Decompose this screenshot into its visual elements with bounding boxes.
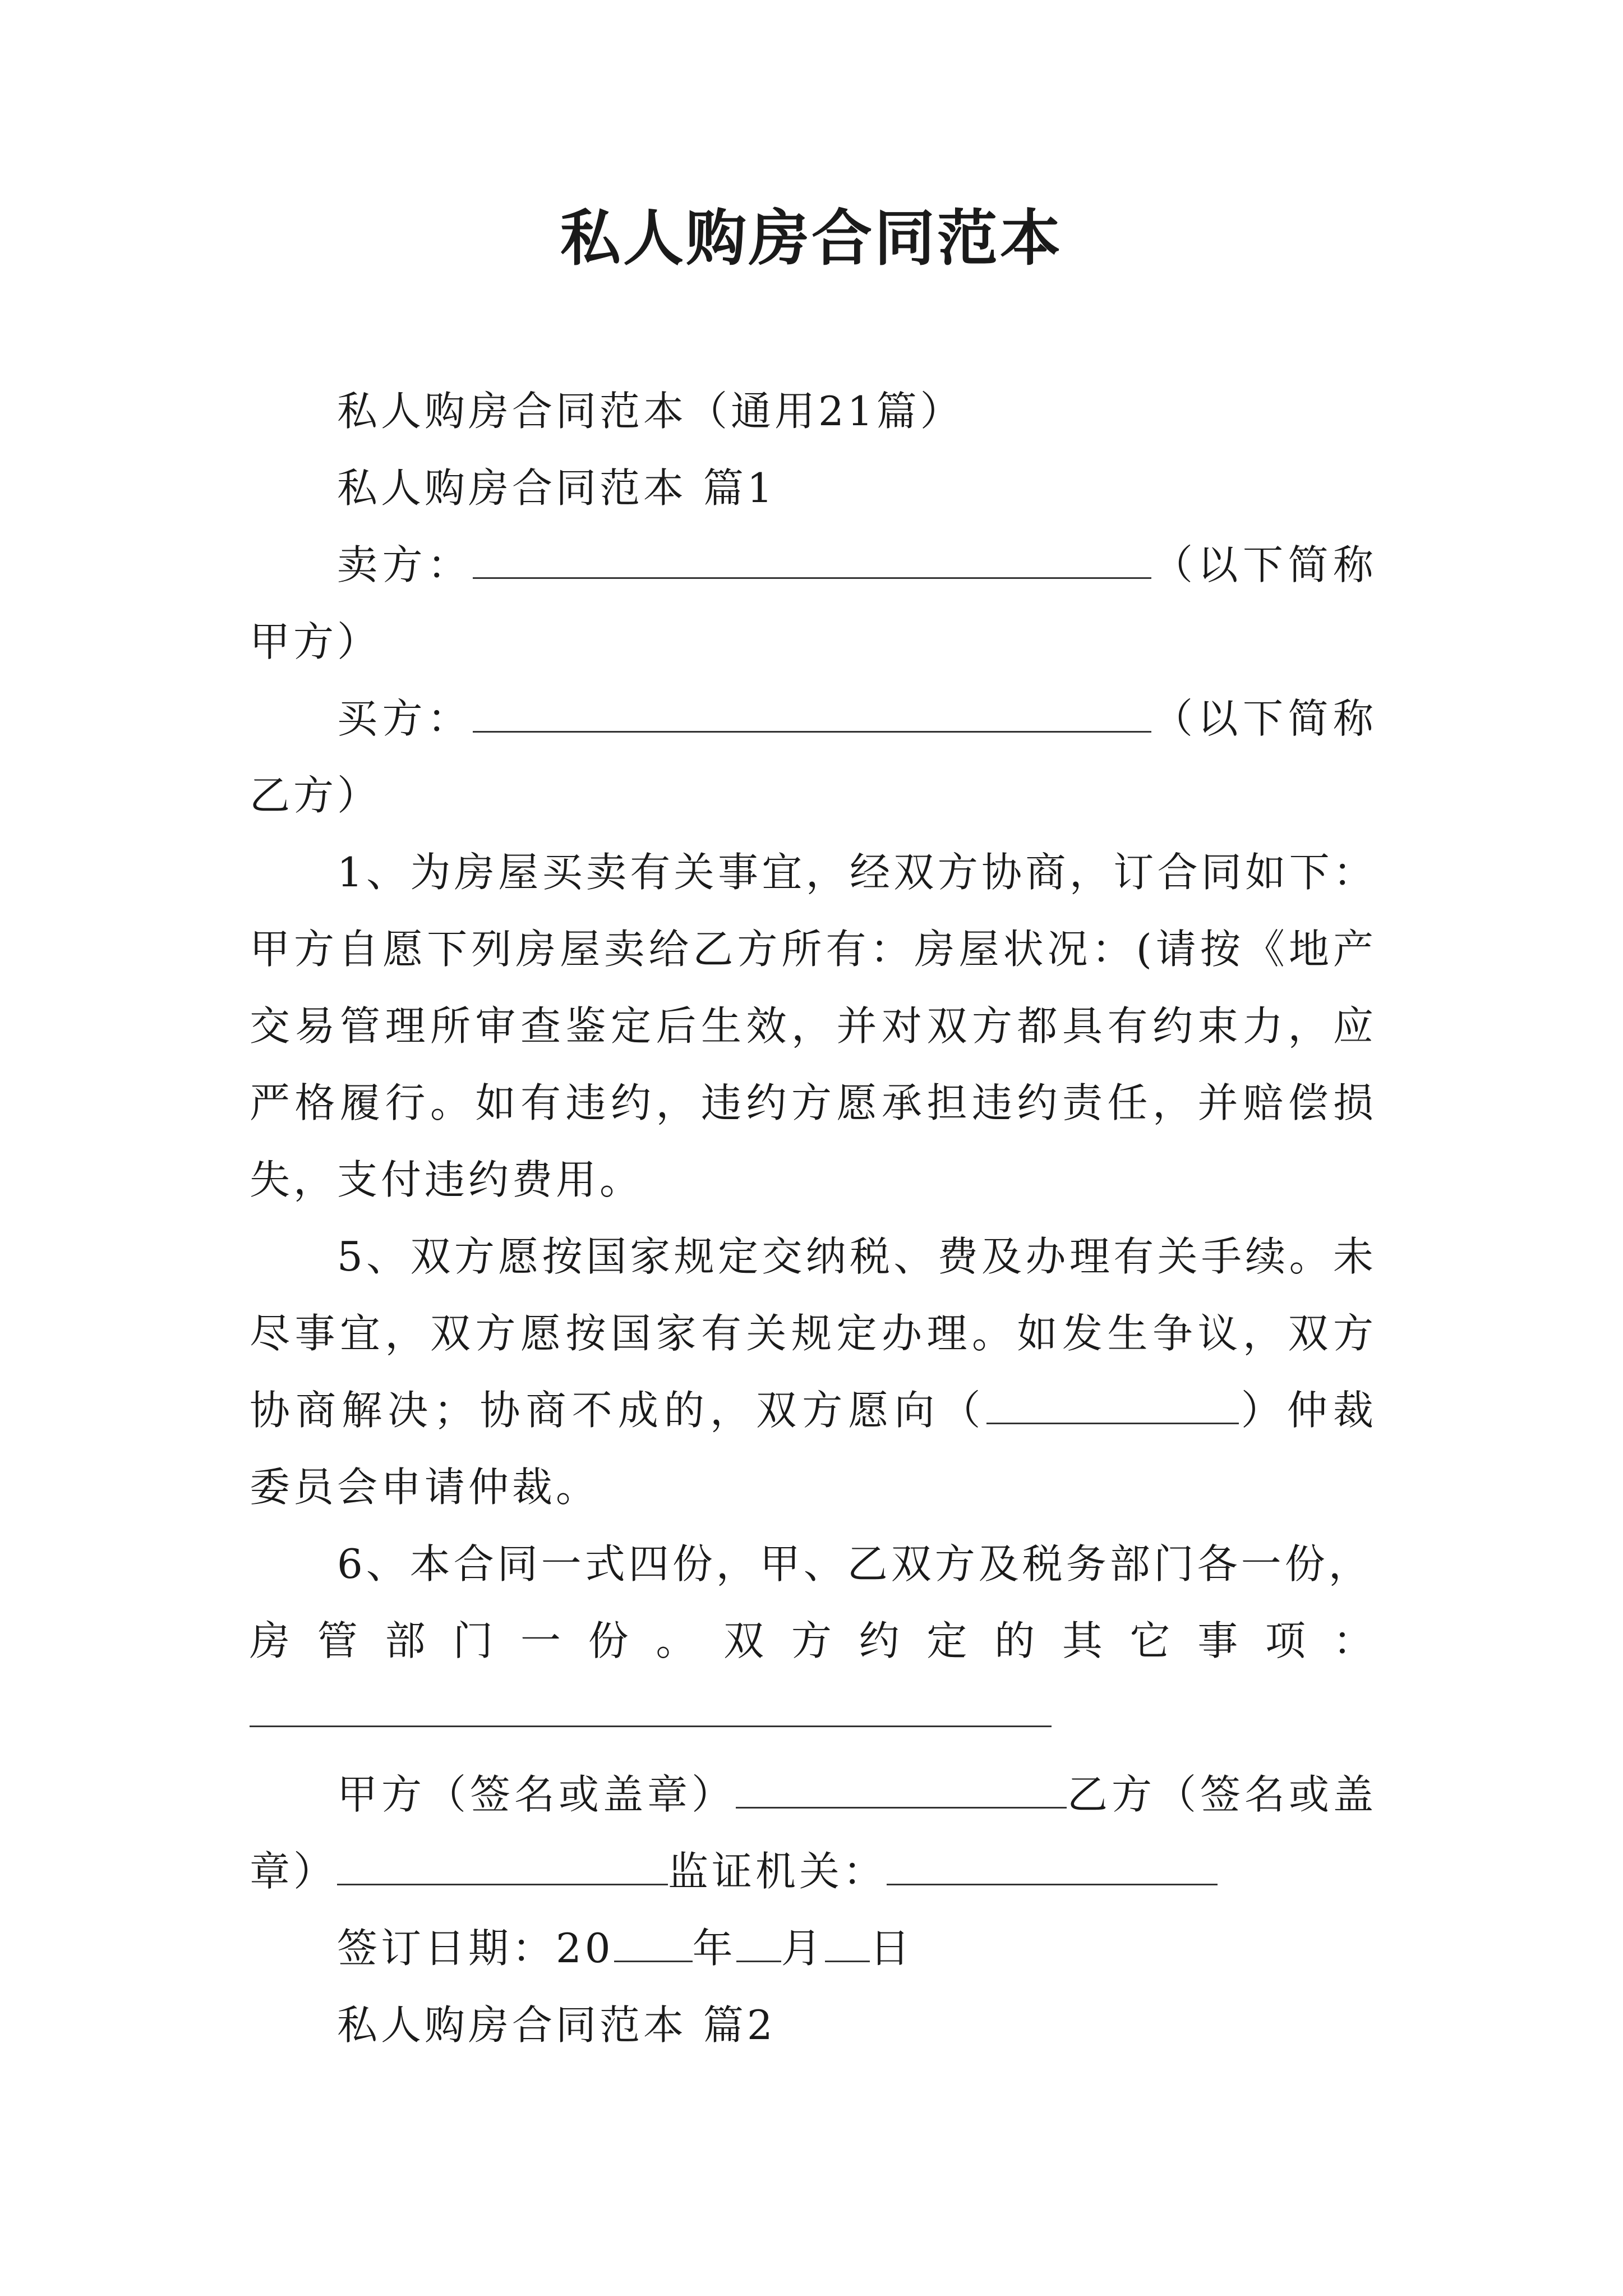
clause-6-spread-line (250, 1603, 1377, 1680)
clause-6-char: 项 (1265, 1617, 1310, 1664)
clause-6-char: 方 (791, 1617, 835, 1664)
clause-6-char: 其 (1062, 1617, 1106, 1664)
clause-6-char: 的 (994, 1617, 1039, 1664)
buyer-line (250, 680, 1377, 834)
year-blank (614, 1926, 693, 1962)
buyer-blank (473, 696, 1151, 733)
arbitration-blank (986, 1388, 1239, 1424)
seller-label: 卖方： (337, 541, 473, 588)
clause-5-text: 5、双方愿按国家规定交纳税、费及办理有关手续。未尽事宜，双方愿按国家有关规定办理。如发生争议，双方协商解决；协商不成的，双方愿向（ (250, 1233, 1377, 1434)
clause-6-char: 管 (317, 1617, 361, 1664)
clause-6-char: 份 (588, 1617, 632, 1664)
other-matters-row (250, 1680, 1377, 1756)
clause-6-char: 房 (250, 1617, 294, 1664)
clause-1: 1、为房屋买卖有关事宜，经双方协商，订合同如下：甲方自愿下列房屋卖给乙方所有：房屋状况：(请按《地产交易管理所审查鉴定后生效，并对双方都具有约束力，应严格履行。如有违约，违约方愿承担违约责任，并赔偿损失，支付违约费用。 (250, 849, 1377, 1203)
year-label: 年 (692, 1925, 736, 1972)
section-heading-2: 私人购房合同范本 篇2 (337, 2001, 776, 2049)
month-label: 月 (781, 1925, 825, 1972)
notary-blank (887, 1849, 1218, 1885)
clause-6-char: ： (1332, 1617, 1377, 1664)
clause-6-char: 事 (1197, 1617, 1242, 1664)
seller-blank (473, 542, 1151, 579)
subtitle: 私人购房合同范本（通用21篇） (337, 388, 964, 435)
clause-6-char: 部 (385, 1617, 429, 1664)
other-matters-blank (250, 1691, 1052, 1727)
month-blank (736, 1926, 781, 1962)
signature-line (250, 1756, 1377, 1910)
section-heading-1: 私人购房合同范本 篇1 (337, 464, 776, 512)
seller-suffix: （以下简称甲方） (250, 541, 1377, 665)
buyer-suffix: （以下简称乙方） (250, 695, 1377, 819)
clause-6-char: 双 (723, 1617, 768, 1664)
clause-6-char: 一 (520, 1617, 564, 1664)
sign-date-line (250, 1910, 1377, 1987)
day-label: 日 (869, 1925, 914, 1972)
clause-6-char: 约 (859, 1617, 903, 1664)
date-prefix: 签订日期：20 (337, 1925, 614, 1972)
clause-5-tail: ）仲裁委员会申请仲裁。 (250, 1387, 1377, 1511)
document-title: 私人购房合同范本 (560, 203, 1063, 274)
seller-line (250, 527, 1377, 680)
notary-label: 监证机关： (668, 1848, 887, 1895)
document-body (250, 373, 1377, 2064)
buyer-label: 买方： (337, 695, 473, 742)
clause-5 (250, 1218, 1377, 1526)
party-a-sign-label: 甲方（签名或盖章） (337, 1771, 736, 1818)
clause-6-char: 它 (1129, 1617, 1174, 1664)
clause-6-char: 。 (656, 1617, 700, 1664)
clause-6-char: 门 (453, 1617, 497, 1664)
day-blank (825, 1926, 870, 1962)
clause-6-char: 定 (926, 1617, 971, 1664)
party-b-sign-blank (337, 1849, 668, 1885)
clause-6: 6、本合同一式四份，甲、乙双方及税务部门各一份， (337, 1540, 1372, 1588)
party-a-sign-blank (736, 1772, 1067, 1809)
party-b-sign-label: 乙方（签名或盖章） (250, 1771, 1377, 1895)
